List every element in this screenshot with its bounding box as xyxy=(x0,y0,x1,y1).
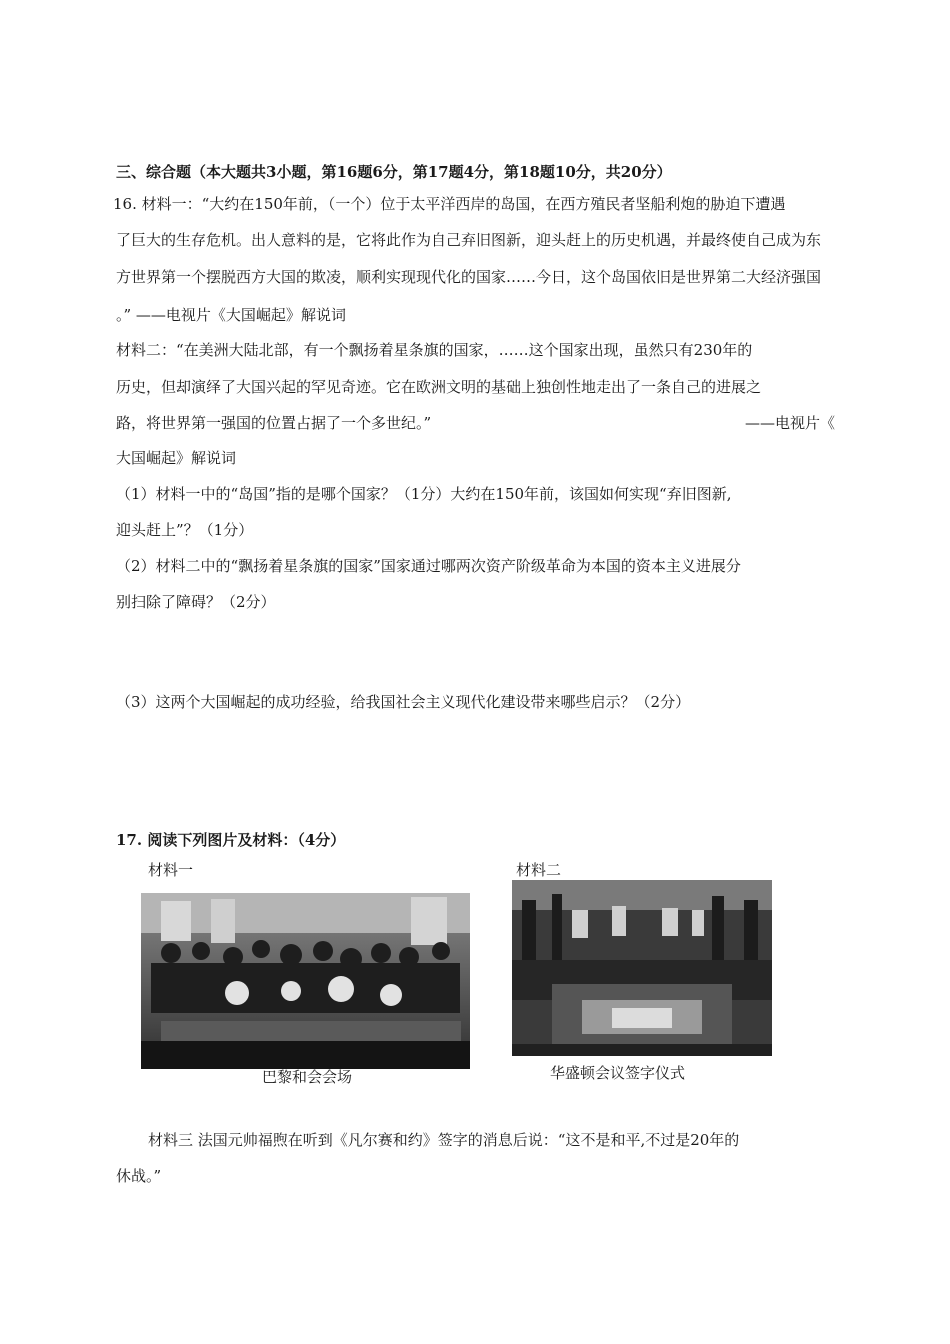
q17-label-material1: 材料一 xyxy=(148,861,194,879)
washington-conference-photo xyxy=(512,880,772,1056)
q16-material1-line2: 了巨大的生存危机。出人意料的是，它将此作为自己弃旧图新，迎头赶上的历史机遇，并最终使自己成为东 xyxy=(116,231,822,249)
caption-washington-conference: 华盛顿会议签字仪式 xyxy=(550,1064,686,1082)
q16-material2-line3: 路，将世界第一强国的位置占据了一个多世纪。” xyxy=(116,414,432,432)
q17-title: 17. 阅读下列图片及材料：（4分） xyxy=(116,831,346,849)
section-header: 三、综合题（本大题共3小题，第16题6分，第17题4分，第18题10分，共20分） xyxy=(116,163,672,181)
paris-conference-photo xyxy=(141,893,470,1069)
q17-material3-line1: 材料三 法国元帅福煦在听到《凡尔赛和约》签字的消息后说：“这不是和平,不过是20年的 xyxy=(148,1131,740,1149)
q16-question2-line2: 别扫除了障碍？（2分） xyxy=(116,593,276,611)
q16-material2-line3-source: ——电视片《 xyxy=(745,414,836,432)
q16-material2-line1: 材料二：“在美洲大陆北部，有一个飘扬着星条旗的国家，……这个国家出现，虽然只有230年的 xyxy=(116,341,753,359)
q17-material3-line2: 休战。” xyxy=(116,1167,162,1185)
caption-paris-conference: 巴黎和会会场 xyxy=(262,1068,353,1086)
q16-material2-line4: 大国崛起》解说词 xyxy=(116,449,237,467)
q16-material1-line1: 16. 材料一：“大约在150年前，（一个）位于太平洋西岸的岛国，在西方殖民者坚船利炮的胁迫下遭遇 xyxy=(113,195,786,213)
q16-question1-line1: （1）材料一中的“岛国”指的是哪个国家？（1分）大约在150年前，该国如何实现“弃旧图新, xyxy=(116,485,732,503)
q16-question2-line1: （2）材料二中的“飘扬着星条旗的国家”国家通过哪两次资产阶级革命为本国的资本主义进展分 xyxy=(116,557,741,575)
q16-material2-line2: 历史，但却演绎了大国兴起的罕见奇迹。它在欧洲文明的基础上独创性地走出了一条自己的进展之 xyxy=(116,378,762,396)
q16-question3: （3）这两个大国崛起的成功经验，给我国社会主义现代化建设带来哪些启示？（2分） xyxy=(116,693,691,711)
q16-question1-line2: 迎头赶上”？（1分） xyxy=(116,521,254,539)
q16-material1-line4: 。” ——电视片《大国崛起》解说词 xyxy=(116,306,346,324)
q17-label-material2: 材料二 xyxy=(516,861,562,879)
q16-material1-line3: 方世界第一个摆脱西方大国的欺凌，顺利实现现代化的国家……今日，这个岛国依旧是世界第二大经济强国 xyxy=(116,268,822,286)
